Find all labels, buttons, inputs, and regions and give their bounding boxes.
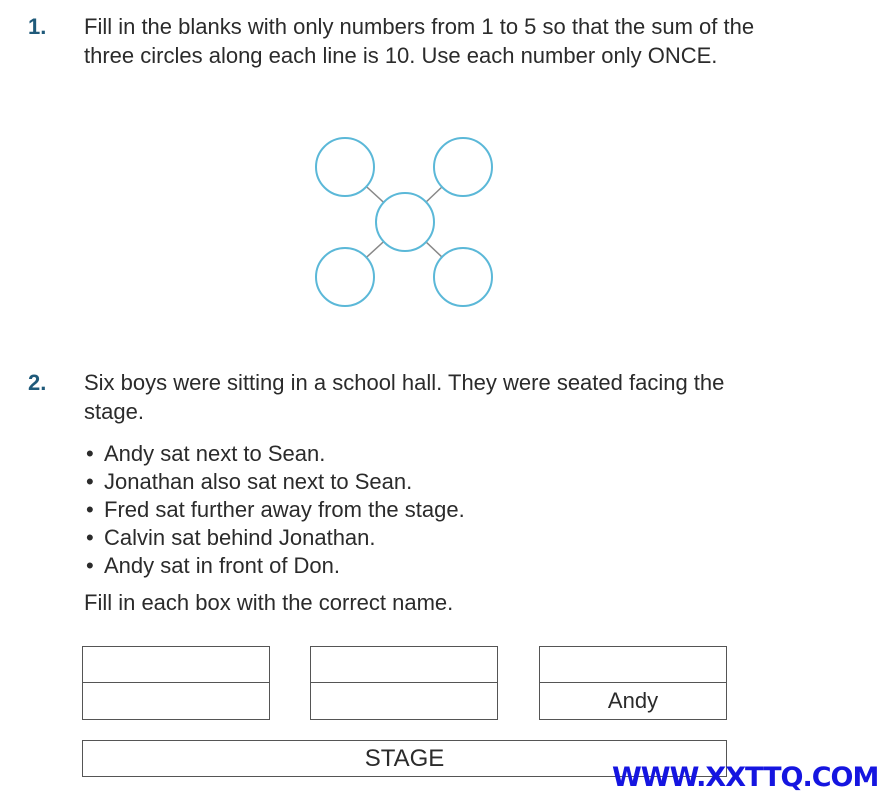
seat-box-back-left[interactable]	[83, 647, 269, 683]
clue-item: • Fred sat further away from the stage.	[84, 496, 465, 524]
question-2-number: 2.	[28, 370, 47, 395]
circle-bottom-left[interactable]	[316, 248, 374, 306]
question-1-text: Fill in the blanks with only numbers from 1 to 5 so that the sum of the three circles along each line is 10. Use each number only ONCE.	[84, 14, 755, 68]
instruction-text: Fill in each box with the correct name.	[84, 590, 454, 615]
seat-box-back-middle[interactable]	[311, 647, 497, 683]
stage-box: STAGE	[82, 740, 727, 777]
circle-bottom-right[interactable]	[434, 248, 492, 306]
seat-box-front-middle[interactable]	[311, 683, 497, 719]
watermark-text: WWW.XXTTQ.COM	[612, 762, 878, 793]
clue-item: • Andy sat next to Sean.	[84, 440, 465, 468]
clue-list	[84, 440, 465, 580]
circle-top-right[interactable]	[434, 138, 492, 196]
seat-column-left	[82, 646, 270, 720]
circle-center[interactable]	[376, 193, 434, 251]
seat-box-front-left[interactable]	[83, 683, 269, 719]
clue-item: • Jonathan also sat next to Sean.	[84, 468, 465, 496]
seat-column-middle	[310, 646, 498, 720]
clue-item: • Calvin sat behind Jonathan.	[84, 524, 465, 552]
seat-column-right	[539, 646, 727, 720]
question-2-text: Six boys were sitting in a school hall. They were seated facing the stage.	[84, 370, 725, 424]
circle-top-left[interactable]	[316, 138, 374, 196]
circle-puzzle-diagram	[300, 130, 510, 315]
clue-item: • Andy sat in front of Don.	[84, 552, 465, 580]
seat-box-back-right[interactable]	[540, 647, 726, 683]
question-1-number: 1.	[28, 14, 47, 39]
seat-box-front-right[interactable]: Andy	[607, 688, 659, 713]
